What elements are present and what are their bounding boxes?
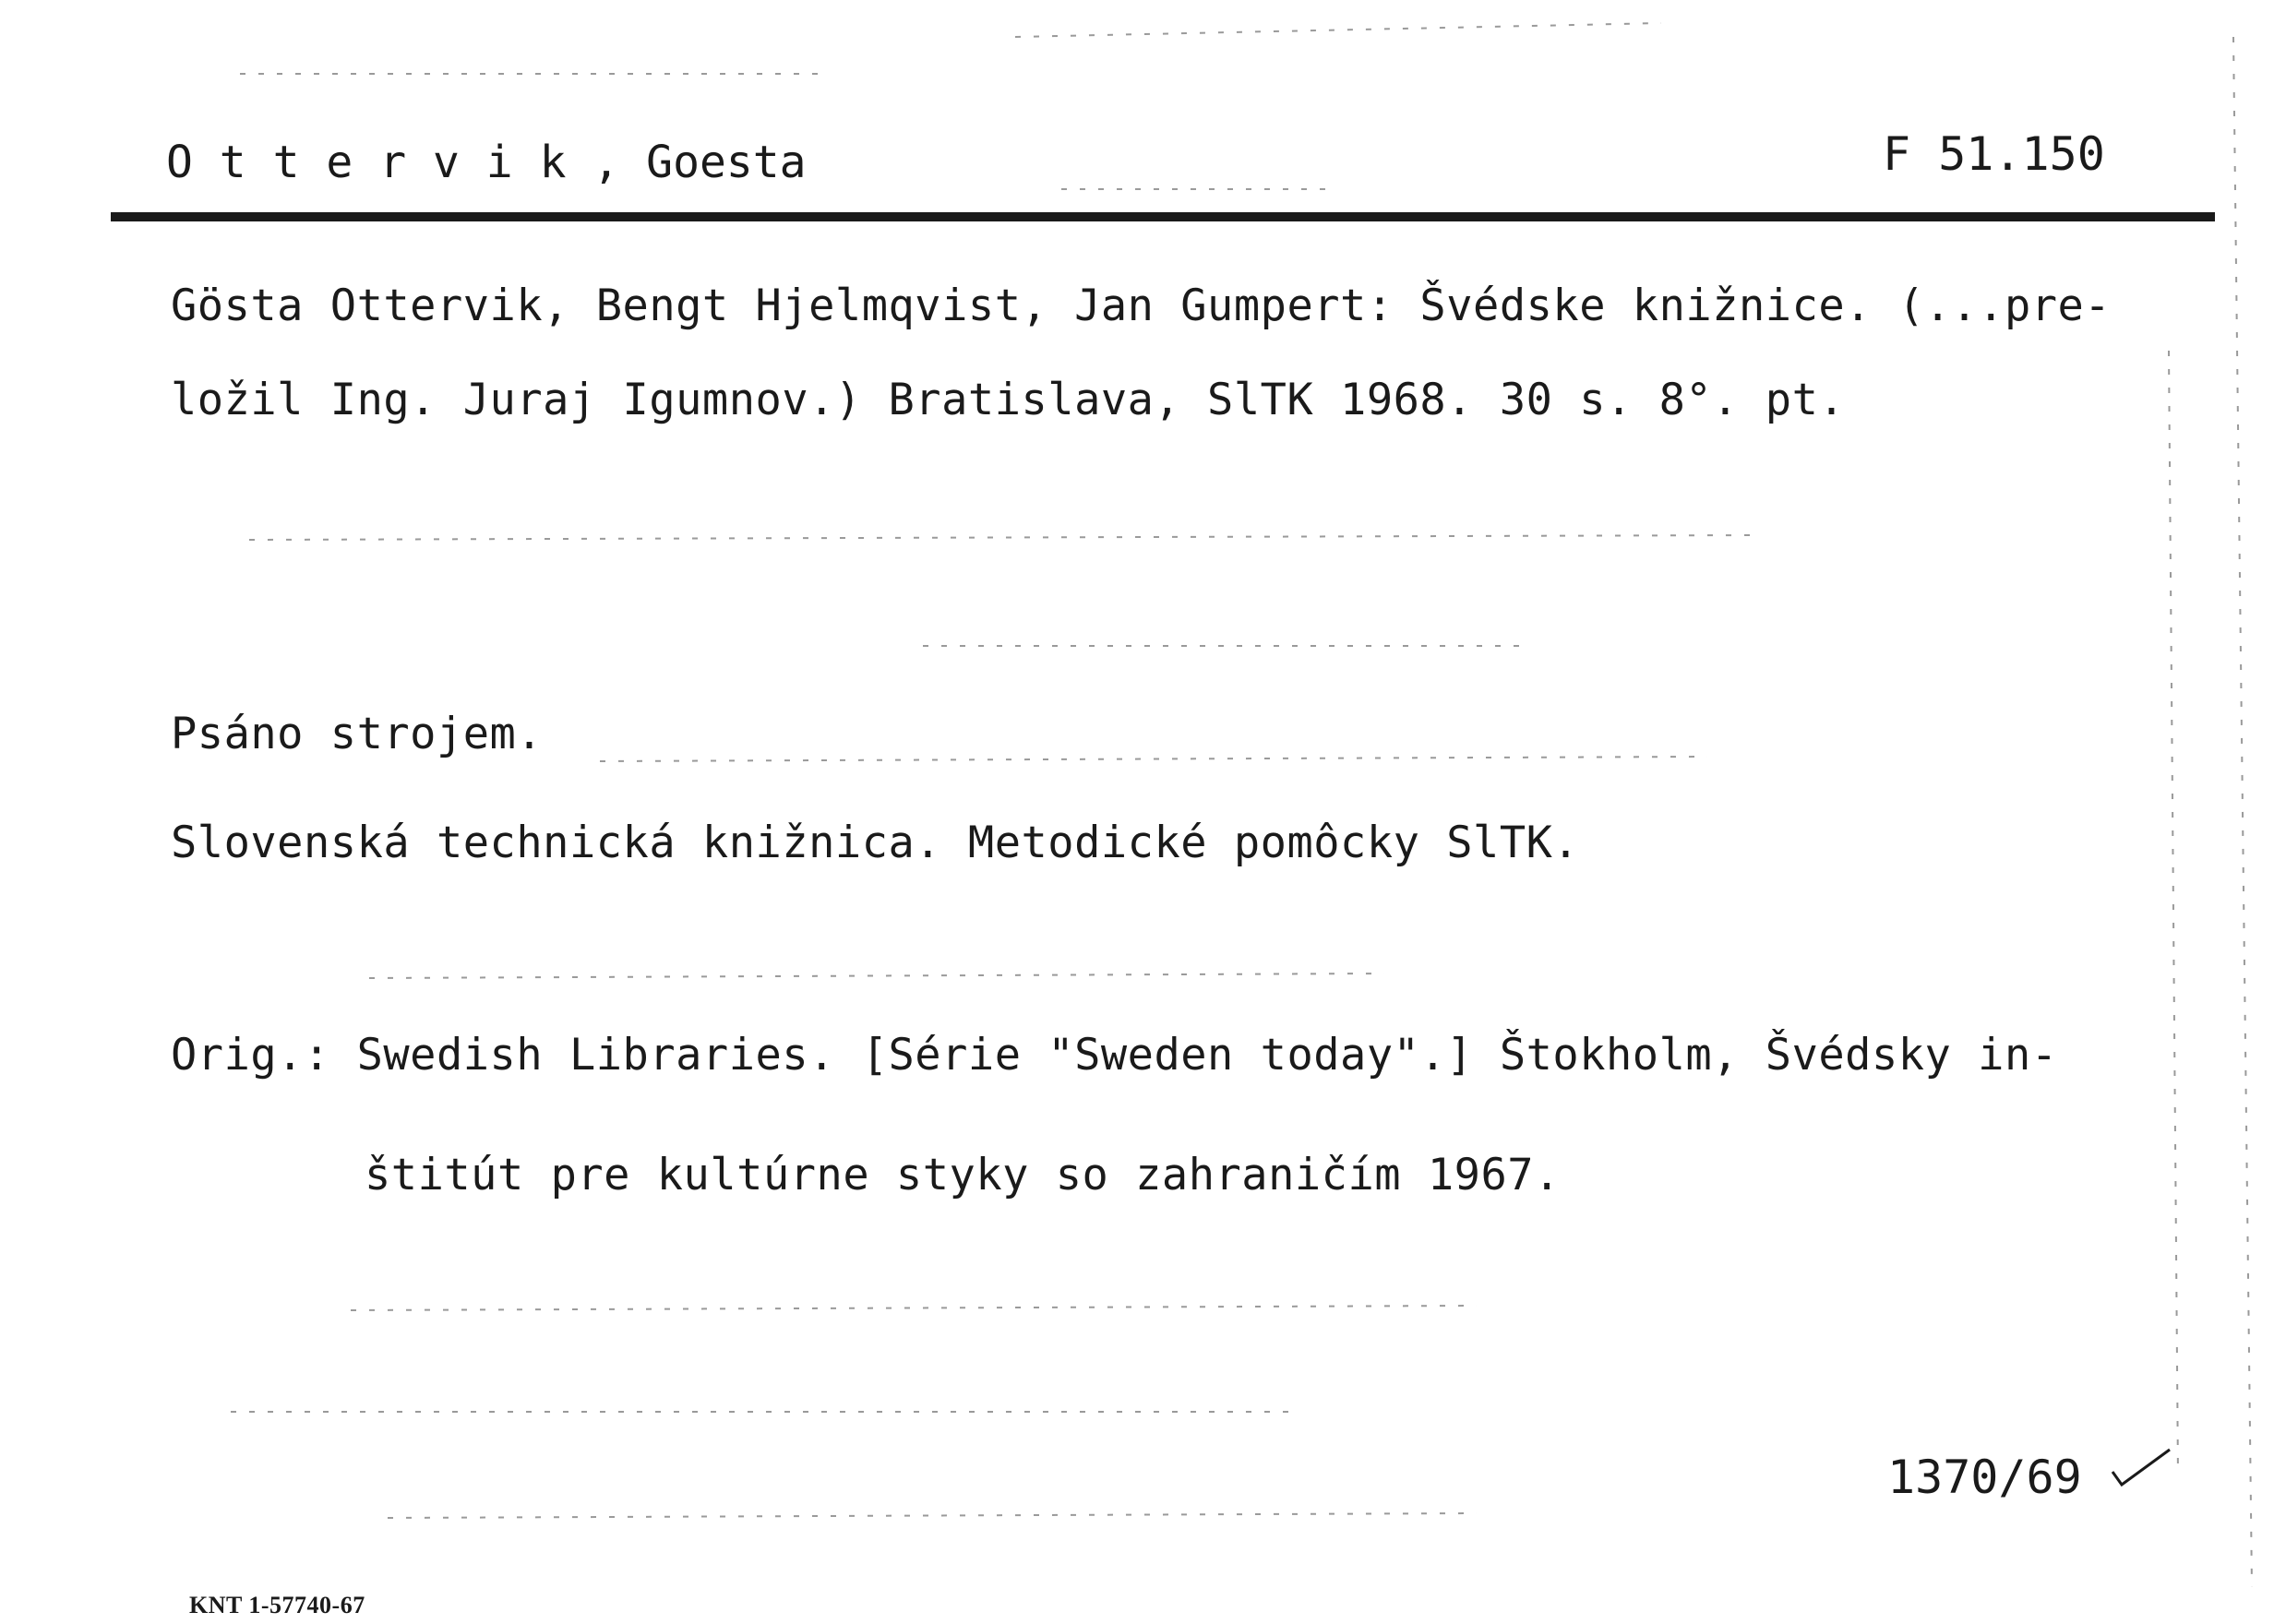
note-series: Slovenská technická knižnica. Metodické pomôcky SlTK. — [171, 818, 1580, 868]
note-typescript: Psáno strojem. — [171, 709, 544, 759]
original-title-line-1: Orig.: Swedish Libraries. [Série "Sweden today".] Štokholm, Švédsky in- — [171, 1030, 2058, 1081]
heading-rule — [111, 212, 2215, 221]
accession-number: 1370/69 — [1887, 1451, 2082, 1504]
checkmark-icon — [2109, 1444, 2173, 1490]
bibliographic-entry-line-1: Gösta Ottervik, Bengt Hjelmqvist, Jan Gumpert: Švédske knižnice. (...pre- — [171, 281, 2112, 331]
bibliographic-entry-line-2: ložil Ing. Juraj Igumnov.) Bratislava, SlTK 1968. 30 s. 8°. pt. — [171, 375, 1846, 425]
heading-name: O t t e r v i k , Goesta — [166, 137, 807, 188]
print-code: KNT 1-57740-67 — [189, 1592, 365, 1618]
shelfmark: F 51.150 — [1883, 127, 2105, 181]
original-title-line-2: štitút pre kultúrne styky so zahraničím 1967. — [365, 1150, 1561, 1200]
